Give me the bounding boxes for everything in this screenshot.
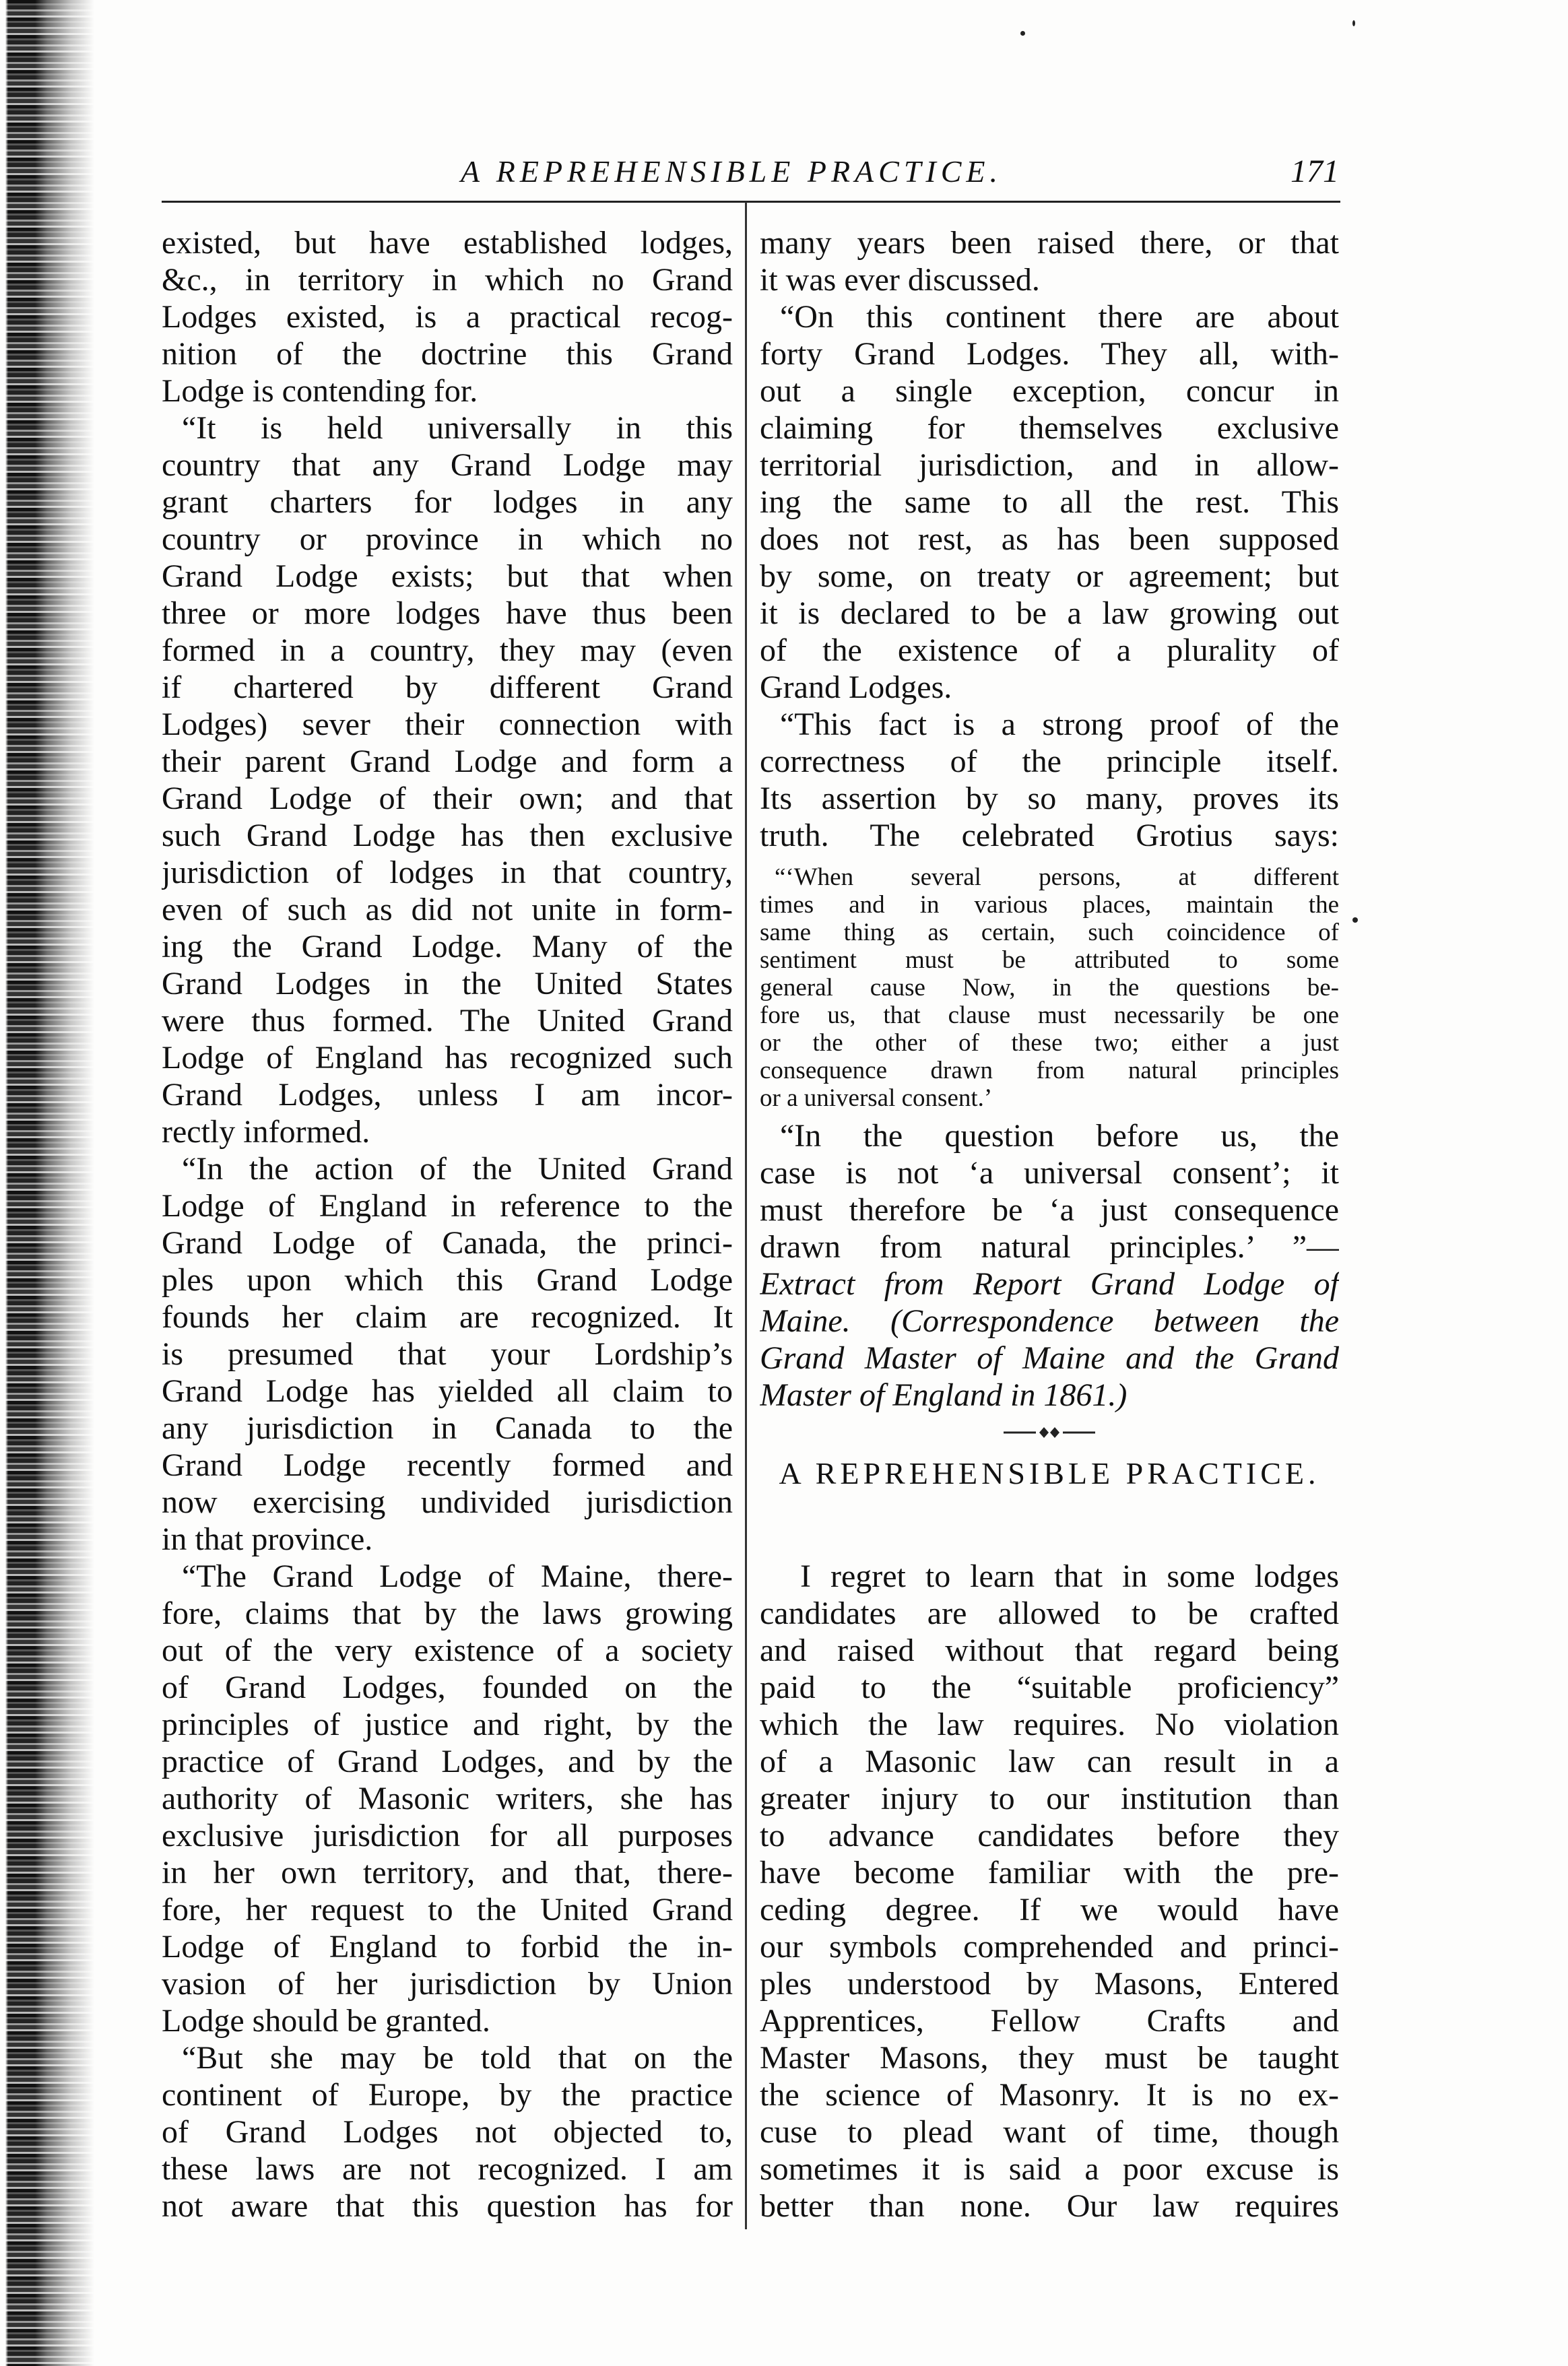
citation-line: Grand Master of Maine and the Grand: [760, 1340, 1339, 1376]
text-line: candidates are allowed to be crafted: [760, 1596, 1339, 1631]
text-line: existed, but have established lodges,: [162, 225, 733, 261]
page-number: 171: [1291, 154, 1339, 189]
text-line: Lodge of England in reference to the: [162, 1188, 733, 1224]
text-line: general cause Now, in the questions be-: [760, 974, 1339, 1001]
text-line: even of such as did not unite in form-: [162, 892, 733, 927]
text-line: in her own territory, and that, there-: [162, 1855, 733, 1891]
text-line: sentiment must be attributed to some: [760, 946, 1339, 974]
text-line: Grand Lodges.: [760, 669, 952, 705]
text-line: and raised without that regard being: [760, 1633, 1339, 1668]
text-line: Master Masons, they must be taught: [760, 2040, 1339, 2076]
text-line: Grand Lodge recently formed and: [162, 1447, 733, 1483]
text-line: founds her claim are recognized. It: [162, 1299, 733, 1335]
text-line: not aware that this question has for: [162, 2188, 733, 2224]
paragraph: [760, 1558, 1339, 2225]
text-line: consequence drawn from natural principles: [760, 1057, 1339, 1084]
text-line: formed in a country, they may (even: [162, 632, 733, 668]
text-line: it was ever discussed.: [760, 262, 1040, 298]
left-column: [162, 224, 733, 2225]
paragraph: [760, 1117, 1339, 1414]
text-line: any jurisdiction in Canada to the: [162, 1410, 733, 1446]
text-line: Lodge should be granted.: [162, 2003, 490, 2039]
text-line: Grand Lodge has yielded all claim to: [162, 1373, 733, 1409]
text-line: must therefore be ‘a just consequence: [760, 1192, 1339, 1228]
text-line: “In the action of the United Grand: [182, 1151, 733, 1187]
text-line: fore, her request to the United Grand: [162, 1892, 733, 1928]
text-line: nition of the doctrine this Grand: [162, 336, 733, 372]
text-line: territorial jurisdiction, and in allow-: [760, 447, 1339, 483]
text-line: Its assertion by so many, proves its: [760, 781, 1339, 816]
text-line: Lodge is contending for.: [162, 373, 478, 409]
text-line: paid to the “suitable proficiency”: [760, 1670, 1339, 1705]
text-line: continent of Europe, by the practice: [162, 2077, 733, 2113]
text-line: our symbols comprehended and princi-: [760, 1929, 1339, 1965]
text-line: does not rest, as has been supposed: [760, 521, 1339, 557]
text-line: Lodge of England to forbid the in-: [162, 1929, 733, 1965]
text-line: I regret to learn that in some lodges: [800, 1558, 1339, 1594]
header-rule: [162, 201, 1340, 203]
text-line: Grand Lodge of Canada, the princi-: [162, 1225, 733, 1261]
text-line: Grand Lodges, unless I am incor-: [162, 1077, 733, 1113]
text-line: “On this continent there are about: [780, 299, 1339, 335]
column-divider: [745, 202, 747, 2229]
text-line: out of the very existence of a society: [162, 1633, 733, 1668]
text-line: country that any Grand Lodge may: [162, 447, 733, 483]
text-line: country or province in which no: [162, 521, 733, 557]
text-line: claiming for themselves exclusive: [760, 410, 1339, 446]
ornament-divider: [760, 1414, 1339, 1451]
scan-speck: [1352, 917, 1358, 923]
text-line: principles of justice and right, by the: [162, 1707, 733, 1742]
right-column: [760, 224, 1339, 2225]
text-line: ples upon which this Grand Lodge: [162, 1262, 733, 1298]
text-line: jurisdiction of lodges in that country,: [162, 855, 733, 890]
text-line: three or more lodges have thus been: [162, 595, 733, 631]
text-line: ceding degree. If we would have: [760, 1892, 1339, 1928]
scan-speck: [1020, 31, 1025, 36]
text-line: it is declared to be a law growing out: [760, 595, 1339, 631]
text-line: in that province.: [162, 1521, 373, 1557]
text-line: ples understood by Masons, Entered: [760, 1966, 1339, 2002]
binding-edge-fade: [0, 0, 94, 2366]
text-line: Lodge of England has recognized such: [162, 1040, 733, 1076]
text-line: &c., in territory in which no Grand: [162, 262, 733, 298]
text-line: of Grand Lodges not objected to,: [162, 2114, 733, 2150]
text-line: which the law requires. No violation: [760, 1707, 1339, 1742]
text-line: same thing as certain, such coincidence of: [760, 919, 1339, 946]
text-line: their parent Grand Lodge and form a: [162, 744, 733, 779]
text-line: by some, on treaty or agreement; but: [760, 558, 1339, 594]
text-line: truth. The celebrated Grotius says:: [760, 818, 1339, 853]
citation-line: Extract from Report Grand Lodge of: [760, 1266, 1339, 1302]
citation-line: Maine. (Correspondence between the: [760, 1303, 1339, 1339]
text-line: better than none. Our law requires: [760, 2188, 1339, 2224]
block-quote: [760, 863, 1339, 1112]
text-line: drawn from natural principles.’ ”—: [760, 1229, 1339, 1265]
text-line: many years been raised there, or that: [760, 225, 1339, 261]
running-head: A REPREHENSIBLE PRACTICE.: [460, 154, 1003, 189]
citation-line: Master of England in 1861.): [760, 1377, 1128, 1413]
text-line: is presumed that your Lordship’s: [162, 1336, 733, 1372]
text-line: “‘When several persons, at different: [775, 863, 1339, 891]
paragraph: [162, 409, 733, 1150]
text-line: ing the Grand Lodge. Many of the: [162, 929, 733, 964]
text-line: of the existence of a plurality of: [760, 632, 1339, 668]
text-line: such Grand Lodge has then exclusive: [162, 818, 733, 853]
text-line: cuse to plead want of time, though: [760, 2114, 1339, 2150]
paragraph: [760, 224, 1339, 298]
text-line: have become familiar with the pre-: [760, 1855, 1339, 1891]
text-line: these laws are not recognized. I am: [162, 2151, 733, 2187]
text-line: Lodges existed, is a practical recog-: [162, 299, 733, 335]
text-line: if chartered by different Grand: [162, 669, 733, 705]
paragraph: [760, 706, 1339, 854]
text-line: “In the question before us, the: [780, 1118, 1339, 1154]
text-line: fore us, that clause must necessarily be one: [760, 1001, 1339, 1029]
text-line: correctness of the principle itself.: [760, 744, 1339, 779]
paragraph: [162, 2039, 733, 2225]
text-line: “The Grand Lodge of Maine, there-: [182, 1558, 733, 1594]
paragraph: [162, 1150, 733, 1558]
diamond-ornament-icon: [995, 1422, 1103, 1443]
paragraph: [162, 224, 733, 409]
text-line: or a universal consent.’: [760, 1084, 993, 1112]
text-line: of a Masonic law can result in a: [760, 1744, 1339, 1779]
text-line: exclusive jurisdiction for all purposes: [162, 1818, 733, 1853]
text-line: or the other of these two; either a just: [760, 1029, 1339, 1057]
text-line: Apprentices, Fellow Crafts and: [760, 2003, 1339, 2039]
text-line: Grand Lodge exists; but that when: [162, 558, 733, 594]
text-line: vasion of her jurisdiction by Union: [162, 1966, 733, 2002]
text-line: ing the same to all the rest. This: [760, 484, 1339, 520]
text-line: grant charters for lodges in any: [162, 484, 733, 520]
text-line: Lodges) sever their connection with: [162, 706, 733, 742]
text-line: case is not ‘a universal consent’; it: [760, 1155, 1339, 1191]
text-line: “This fact is a strong proof of the: [780, 706, 1339, 742]
text-line: to advance candidates before they: [760, 1818, 1339, 1853]
text-line: fore, claims that by the laws growing: [162, 1596, 733, 1631]
text-line: Grand Lodges in the United States: [162, 966, 733, 1001]
paragraph: [760, 298, 1339, 706]
text-line: forty Grand Lodges. They all, with-: [760, 336, 1339, 372]
text-line: greater injury to our institution than: [760, 1781, 1339, 1816]
text-line: “But she may be told that on the: [182, 2040, 733, 2076]
text-line: authority of Masonic writers, she has: [162, 1781, 733, 1816]
text-line: times and in various places, maintain the: [760, 891, 1339, 919]
text-line: sometimes it is said a poor excuse is: [760, 2151, 1339, 2187]
text-line: “It is held universally in this: [182, 410, 733, 446]
scan-speck: [1352, 20, 1355, 26]
text-line: Grand Lodge of their own; and that: [162, 781, 733, 816]
text-line: the science of Masonry. It is no ex-: [760, 2077, 1339, 2113]
text-line: out a single exception, concur in: [760, 373, 1339, 409]
text-line: of Grand Lodges, founded on the: [162, 1670, 733, 1705]
paragraph: [162, 1558, 733, 2039]
text-line: were thus formed. The United Grand: [162, 1003, 733, 1039]
text-line: now exercising undivided jurisdiction: [162, 1484, 733, 1520]
text-line: practice of Grand Lodges, and by the: [162, 1744, 733, 1779]
section-heading: A REPREHENSIBLE PRACTICE.: [779, 1456, 1320, 1490]
text-line: rectly informed.: [162, 1114, 370, 1150]
